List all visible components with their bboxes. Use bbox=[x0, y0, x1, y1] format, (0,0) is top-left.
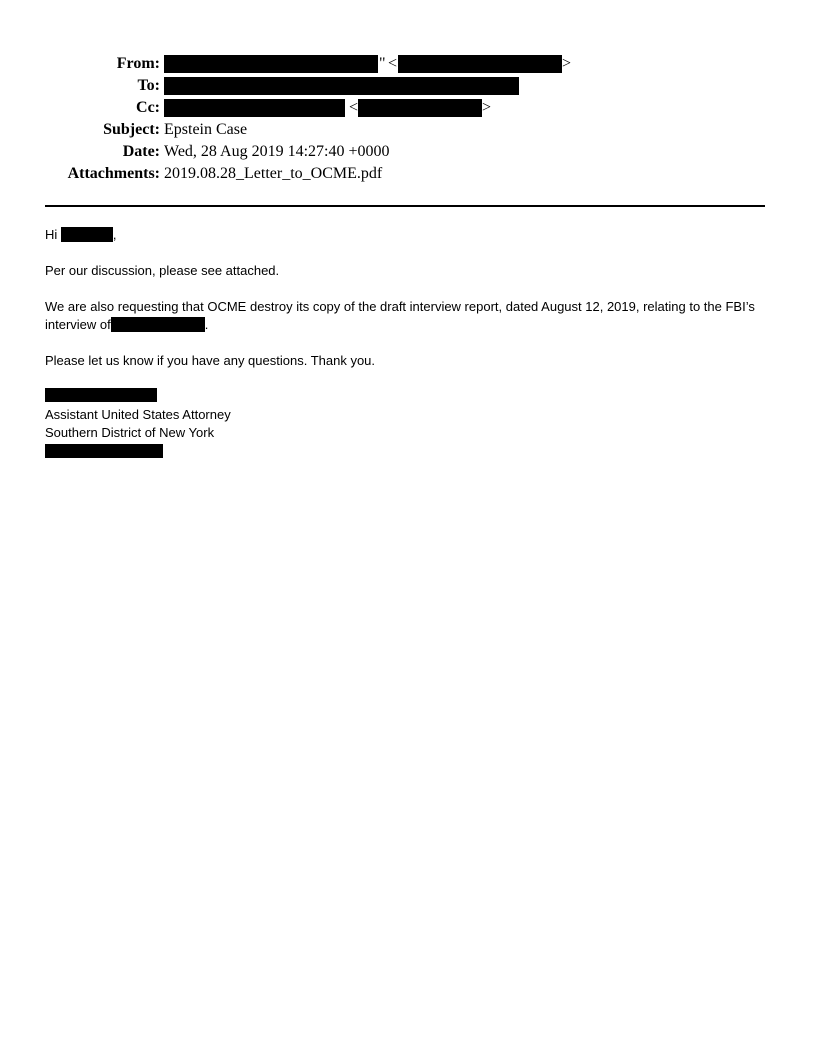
body-paragraph-2-text: We are also requesting that OCME destroy its copy of the draft interview report, dated August 12, 2019, relating to the FBI’s interview of bbox=[45, 299, 755, 332]
subject-row bbox=[0, 119, 816, 141]
body-paragraph-2 bbox=[45, 298, 765, 334]
from-open-bracket: < bbox=[388, 55, 398, 72]
attachments-label: Attachments: bbox=[67, 165, 160, 182]
body-paragraph-3: Please let us know if you have any questions. Thank you. bbox=[45, 353, 376, 368]
redacted-sender-name bbox=[164, 55, 378, 73]
signer-office: Southern District of New York bbox=[45, 425, 215, 440]
date-label: Date: bbox=[122, 143, 160, 160]
email-header bbox=[0, 53, 816, 185]
date-row bbox=[0, 141, 816, 163]
redacted-recipients bbox=[164, 77, 519, 95]
from-quote: " bbox=[379, 55, 386, 72]
from-row bbox=[0, 53, 816, 75]
to-row bbox=[0, 75, 816, 97]
redacted-interviewee-name bbox=[111, 317, 205, 332]
cc-close-bracket: > bbox=[482, 99, 492, 116]
from-close-bracket: > bbox=[562, 55, 572, 72]
redacted-sender-email bbox=[398, 55, 562, 73]
header-divider bbox=[45, 205, 765, 207]
redacted-signer-name bbox=[45, 388, 157, 402]
from-label: From: bbox=[116, 55, 160, 72]
signature-block bbox=[45, 388, 765, 458]
attachments-row bbox=[0, 163, 816, 185]
email-body bbox=[45, 226, 765, 462]
greeting-prefix: Hi bbox=[45, 227, 58, 242]
greeting-suffix: , bbox=[112, 227, 117, 242]
subject-value: Epstein Case bbox=[164, 121, 248, 138]
attachment-filename: 2019.08.28_Letter_to_OCME.pdf bbox=[164, 165, 383, 182]
cc-row bbox=[0, 97, 816, 119]
redacted-signer-contact bbox=[45, 444, 163, 458]
redacted-cc-email bbox=[358, 99, 482, 117]
redacted-recipient-name bbox=[61, 227, 113, 242]
greeting bbox=[45, 226, 765, 244]
body-paragraph-1: Per our discussion, please see attached. bbox=[45, 263, 280, 278]
cc-label: Cc: bbox=[136, 99, 160, 116]
subject-label: Subject: bbox=[103, 121, 160, 138]
to-label: To: bbox=[137, 77, 160, 94]
body-paragraph-2-end: . bbox=[204, 317, 209, 332]
redacted-cc-name bbox=[164, 99, 345, 117]
signer-title: Assistant United States Attorney bbox=[45, 407, 231, 422]
cc-open-bracket: < bbox=[349, 99, 359, 116]
date-value: Wed, 28 Aug 2019 14:27:40 +0000 bbox=[164, 143, 390, 160]
